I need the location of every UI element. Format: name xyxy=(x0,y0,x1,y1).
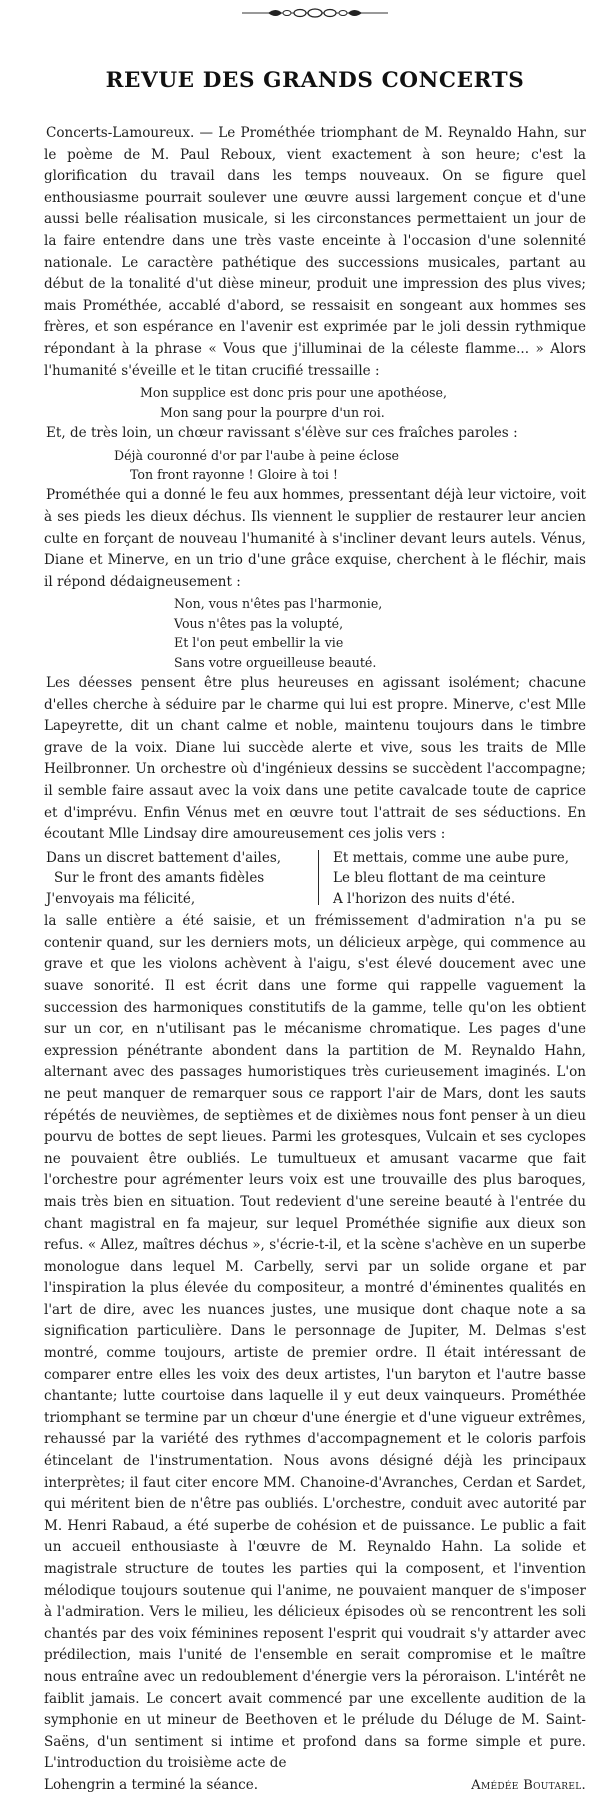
header-ornament-icon xyxy=(240,4,390,22)
closing-row xyxy=(44,1775,586,1797)
verse-line: Et l'on peut embellir la vie xyxy=(174,635,344,651)
verse-line: Et mettais, comme une aube pure, xyxy=(333,849,570,866)
paragraph-2: Et, de très loin, un chœur ravissant s'élève sur ces fraîches paroles : xyxy=(46,424,518,441)
verse-line: Sans votre orgueilleuse beauté. xyxy=(174,654,377,670)
verse-block-3 xyxy=(44,594,586,672)
verse-line: Vous n'êtes pas la volupté, xyxy=(174,615,344,631)
verse-line: Non, vous n'êtes pas l'harmonie, xyxy=(174,596,383,612)
paragraph-4: Les déesses pensent être plus heureuses en agissant isolément; chacune d'elles cherche à séduire par le charme qui lui est propre. Minerve, c'est Mlle Lapeyrette, dit un chant calme et noble, maintenu toujours dans le timbre grave de la voix. Diane lui succède alerte et vive, sous les traits de Mlle Heilbronner. Un orchestre où d'ingénieux dessins se succèdent l'accompagne; il semble faire assaut avec la voix dans une petite cavalcade toute de caprice et d'imprévu. Enfin Vénus met en œuvre tout l'attrait de ses séductions. En écoutant Mlle Lindsay dire amoureusement ces jolis vers : xyxy=(44,674,586,843)
verse-line: J'envoyais ma félicité, xyxy=(46,890,196,907)
verse-block-1 xyxy=(44,383,586,422)
verse-line: A l'horizon des nuits d'été. xyxy=(333,890,516,907)
verse-column-right xyxy=(333,848,586,910)
verse-line: Le bleu flottant de ma ceinture xyxy=(333,870,546,887)
verse-line: Sur le front des amants fidèles xyxy=(54,870,265,887)
verse-line: Déjà couronné d'or par l'aube à peine éclose xyxy=(114,447,399,463)
article-page xyxy=(0,4,600,1793)
verse-line: Dans un discret battement d'ailes, xyxy=(46,849,282,866)
verse-line: Ton front rayonne ! Gloire à toi ! xyxy=(130,466,338,482)
closing-line: Lohengrin a terminé la séance. xyxy=(44,1776,259,1793)
author-signature: Amédée Boutarel. xyxy=(471,1777,586,1793)
verse-block-4 xyxy=(44,848,586,910)
paragraph-1: Concerts-Lamoureux. — Le Prométhée triomphant de M. Reynaldo Hahn, sur le poème de M. Paul Reboux, vient exactement à son heure; c'est la glorification du travail dans les temps nouveaux. On se figure quel enthousiasme pourrait soulever une œuvre aussi largement conçue et d'une aussi belle réalisation musicale, si les circonstances permettaient un jour de la faire entendre dans une très vaste enceinte à l'occasion d'une solennité nationale. Le caractère pathétique des successions musicales, partant au début de la tonalité d'ut dièse mineur, produit une impression des plus vives; mais Prométhée, accablé d'abord, se ressaisit en songeant aux hommes ses frères, et son espérance en l'avenir est exprimée par le joli dessin rythmique répondant à la phrase « Vous que j'illuminai de la céleste flamme... » Alors l'humanité s'éveille et le titan crucifié tressaille : xyxy=(44,125,586,379)
paragraph-3: Prométhée qui a donné le feu aux hommes, pressentant déjà leur victoire, voit à ses pieds les dieux déchus. Ils viennent le supplier de restaurer leur ancien culte en forçant de nouveau l'humanité à s'incliner devant leurs autels. Vénus, Diane et Minerve, en un trio d'une grâce exquise, cherchent à le fléchir, mais il répond dédaigneusement : xyxy=(44,487,586,590)
paragraph-5: la salle entière a été saisie, et un frémissement d'admiration n'a pu se contenir quand, sur les derniers mots, un délicieux arpège, qui commence au grave et que les violons achèvent à l'aigu, s'est élevé doucement avec une suave sonorité. Il est écrit dans une forme qui rappelle vaguement la succession des harmoniques constitutifs de la gamme, telle qu'on les obtient sur un cor, en n'utilisant pas le mécanisme chromatique. Les pages d'une expression pénétrante abondent dans la partition de M. Reynaldo Hahn, alternant avec des passages humoristiques très curieusement imaginés. L'on ne peut manquer de remarquer sous ce rapport l'air de Mars, dont les sauts répétés de neuvièmes, de septièmes et de dixièmes nous font penser à un dieu pourvu de bottes de sept lieues. Parmi les grotesques, Vulcain et ses cyclopes ne pouvaient être oubliés. Le tumultueux et amusant vacarme que fait l'orchestre pour agrémenter leurs voix est une trouvaille des plus baroques, mais très bien en situation. Tout redevient d'une sereine beauté à l'entrée du chant magistral en fa majeur, sur lequel Prométhée signifie aux dieux son refus. « Allez, maîtres déchus », s'écrie-t-il, et la scène s'achève en un superbe monologue dans lequel M. Carbelly, servi par un solide organe et par l'inspiration la plus élevée du compositeur, a montré d'éminentes qualités en l'art de dire, avec les nuances justes, une musique dont chaque note a sa signification particulière. Dans le personnage de Jupiter, M. Delmas s'est montré, comme toujours, artiste de premier ordre. Il était intéressant de comparer entre elles les voix des deux artistes, l'un baryton et l'autre basse chantante; lutte courtoise dans laquelle il y eut deux vainqueurs. Prométhée triomphant se termine par un chœur d'une énergie et d'une vigueur extrêmes, rehaussé par la variété des rythmes d'accompagnement et le coloris parfois étincelant de l'instrumentation. Nous avons désigné déjà les principaux interprètes; il faut citer encore MM. Chanoine-d'Avranches, Cerdan et Sardet, qui méritent bien de n'être pas oubliés. L'orchestre, conduit avec autorité par M. Henri Rabaud, a été superbe de cohésion et de puissance. Le public a fait un accueil enthousiaste à l'œuvre de M. Reynaldo Hahn. La solide et magistrale structure de toutes les parties qui la composent, et l'invention mélodique toujours soutenue qui l'anime, ne pouvaient manquer de s'imposer à l'admiration. Vers le milieu, les délicieux épisodes où se rencontrent les soli chantés par des voix féminines reposent l'esprit qui voudrait s'y attarder avec prédilection, mais l'unité de l'ensemble en serait compromise et le maître nous entraîne avec un redoublement d'énergie vers la péroraison. L'intérêt ne faiblit jamais. Le concert avait commencé par une excellente audition de la symphonie en ut mineur de Beethoven et le prélude du Déluge de M. Saint-Saëns, d'un sentiment si intime et profond dans sa forme simple et pure. L'introduction du troisième acte de xyxy=(44,913,586,1772)
column-divider xyxy=(318,850,319,906)
article-title: REVUE DES GRANDS CONCERTS xyxy=(105,68,525,93)
verse-column-left xyxy=(44,848,318,910)
verse-block-2 xyxy=(44,446,586,485)
verse-line: Mon sang pour la pourpre d'un roi. xyxy=(160,404,385,420)
verse-line: Mon supplice est donc pris pour une apothéose, xyxy=(140,385,447,401)
